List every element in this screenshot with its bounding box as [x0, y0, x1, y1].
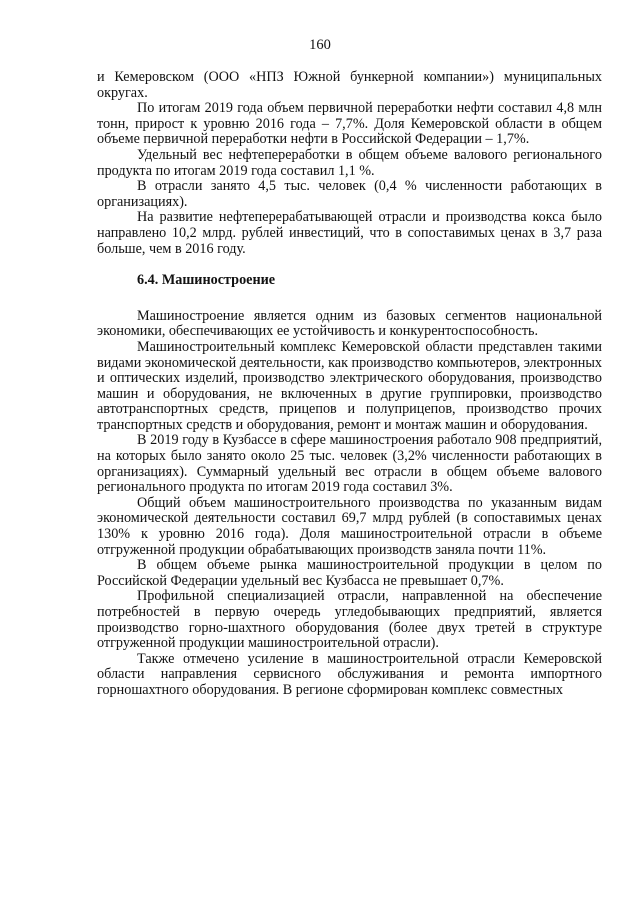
paragraph: В общем объеме рынка машиностроительной продукции в целом по Российской Федерации удельный вес Кузбасса не превышает 0,7%. [97, 557, 602, 589]
paragraph: Также отмечено усиление в машиностроительной отрасли Кемеровской области направления сервисного обслуживания и ремонта импортного горношахтного оборудования. В регионе сформирован комплекс совместных [97, 650, 602, 698]
paragraph: По итогам 2019 года объем первичной переработки нефти составил 4,8 млн тонн, прирост к уровню 2016 года – 7,7%. Доля Кемеровской области в общем объеме первичной переработки нефти в Российской Федерации – 1,7%. [97, 100, 602, 148]
page-content [97, 70, 602, 699]
paragraph: Общий объем машиностроительного производства по указанным видам экономической деятельности составил 69,7 млрд рублей (в сопоставимых ценах 130% к уровню 2016 года). Доля машиностроительной отрасли в объеме отгруженной продукции обрабатывающих производств заняла почти 11%. [97, 494, 602, 558]
page-number: 160 [309, 37, 331, 53]
paragraph: На развитие нефтеперерабатывающей отрасли и производства кокса было направлено 10,2 млрд. рублей инвестиций, что в сопоставимых ценах в 3,7 раза больше, чем в 2016 году. [97, 209, 602, 257]
paragraph: Машиностроительный комплекс Кемеровской области представлен такими видами экономической деятельности, как производство компьютеров, электронных и оптических изделий, производство электрического оборудования, производство машин и оборудования, не включенных в другие группировки, производство автотранспортных средств, прицепов и полуприцепов, производство прочих транспортных средств и оборудования, ремонт и монтаж машин и оборудования. [97, 338, 602, 433]
paragraph: Машиностроение является одним из базовых сегментов национальной экономики, обеспечивающих ее устойчивость и конкурентоспособность. [97, 307, 602, 340]
paragraph: и Кемеровском (ООО «НПЗ Южной бункерной компании») муниципальных округах. [97, 69, 602, 101]
section-heading: 6.4. Машиностроение [137, 272, 276, 289]
paragraph: В отрасли занято 4,5 тыс. человек (0,4 % численности работающих в организациях). [97, 178, 602, 210]
paragraph: Удельный вес нефтепереработки в общем объеме валового регионального продукта по итогам 2019 года составил 1,1 %. [97, 146, 602, 179]
paragraph: Профильной специализацией отрасли, направленной на обеспечение потребностей в первую очередь угледобывающих предприятий, является производство горно-шахтного оборудования (более двух третей в структуре отгруженной продукции машиностроительной отрасли). [97, 588, 602, 652]
paragraph: В 2019 году в Кузбассе в сфере машиностроения работало 908 предприятий, на которых было занято около 25 тыс. человек (3,2% численности работающих в организациях). Суммарный удельный вес отрасли в общем объеме валового регионального продукта по итогам 2019 года составил 3%. [97, 432, 602, 496]
